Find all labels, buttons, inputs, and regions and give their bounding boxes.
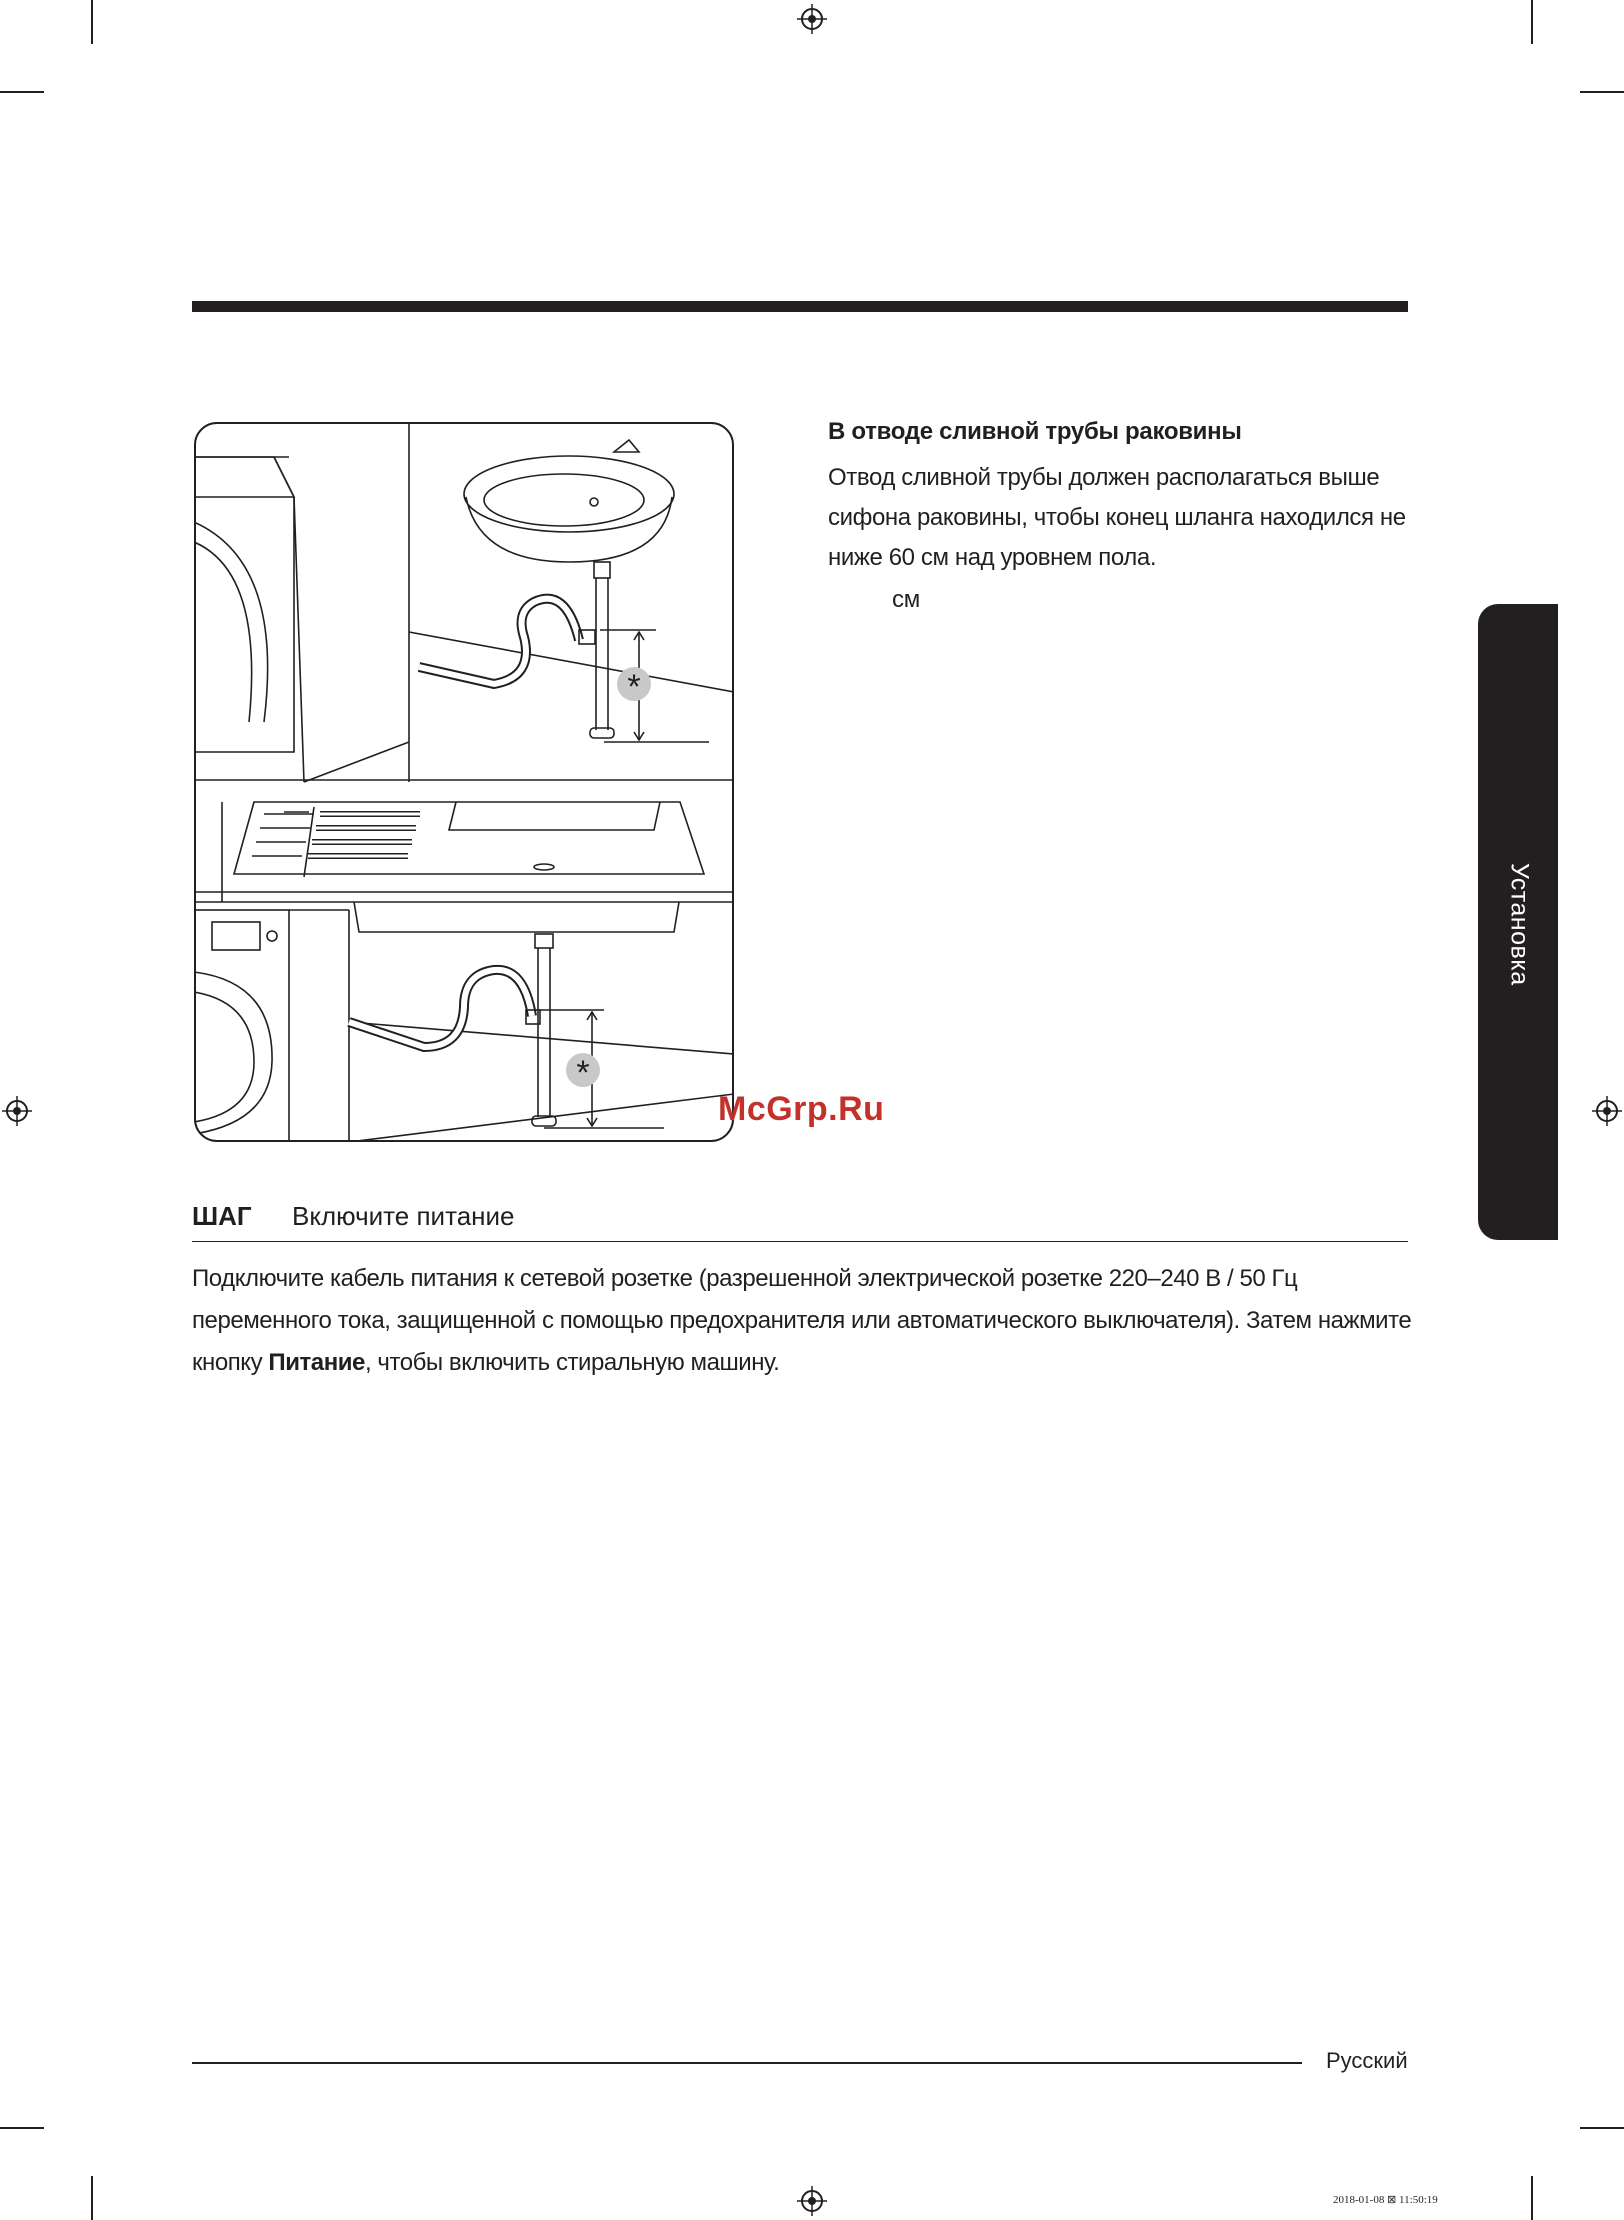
unit-label: см xyxy=(892,586,920,613)
body-text-start: Подключите кабель питания к сетевой розетке (разрешенной электрической розетке 220–240 В / 50 Гц переменного тока, защищенной с помощью предохранителя или автоматического выключателя). Затем нажмите кнопку xyxy=(192,1265,1412,1376)
section-side-tab xyxy=(1478,604,1558,1240)
crop-mark xyxy=(1531,2176,1533,2220)
footer-rule xyxy=(192,2062,1302,2064)
step-label: ШАГ xyxy=(192,1201,252,1231)
drain-hose-illustration xyxy=(194,422,734,1142)
step-title: Включите питание xyxy=(292,1201,515,1231)
print-info: 2018-01-08 ⊠ 11:50:19 xyxy=(1333,2194,1438,2206)
watermark: McGrp.Ru xyxy=(718,1090,885,1128)
section-paragraph: Отвод сливной трубы должен располагаться выше сифона раковины, чтобы конец шланга находился не ниже 60 см над уровнем пола. xyxy=(828,464,1406,571)
crop-mark xyxy=(91,2176,93,2220)
side-tab-label: Установка xyxy=(1505,862,1534,986)
body-text-end: , чтобы включить стиральную машину. xyxy=(364,1349,780,1376)
registration-mark-icon xyxy=(2,1096,32,1126)
top-rule xyxy=(192,301,1408,312)
section-subheading: В отводе сливной трубы раковины xyxy=(828,418,1242,445)
registration-mark-icon xyxy=(797,4,827,34)
crop-mark xyxy=(0,91,44,93)
crop-mark xyxy=(91,0,93,44)
crop-mark xyxy=(0,2127,44,2129)
utility-sink-scene xyxy=(194,802,734,1142)
crop-mark xyxy=(1580,91,1624,93)
height-marker-top: * xyxy=(627,668,641,706)
footer-language: Русский xyxy=(1326,2048,1408,2073)
washer-top-scene xyxy=(194,422,734,782)
crop-mark xyxy=(1580,2127,1624,2129)
registration-mark-icon xyxy=(797,2186,827,2216)
height-marker-bottom: * xyxy=(576,1054,590,1092)
power-instructions xyxy=(192,1258,1422,1384)
registration-mark-icon xyxy=(1592,1096,1622,1126)
crop-mark xyxy=(1531,0,1533,44)
step-heading xyxy=(192,1199,1408,1242)
power-button-name: Питание xyxy=(268,1349,365,1376)
